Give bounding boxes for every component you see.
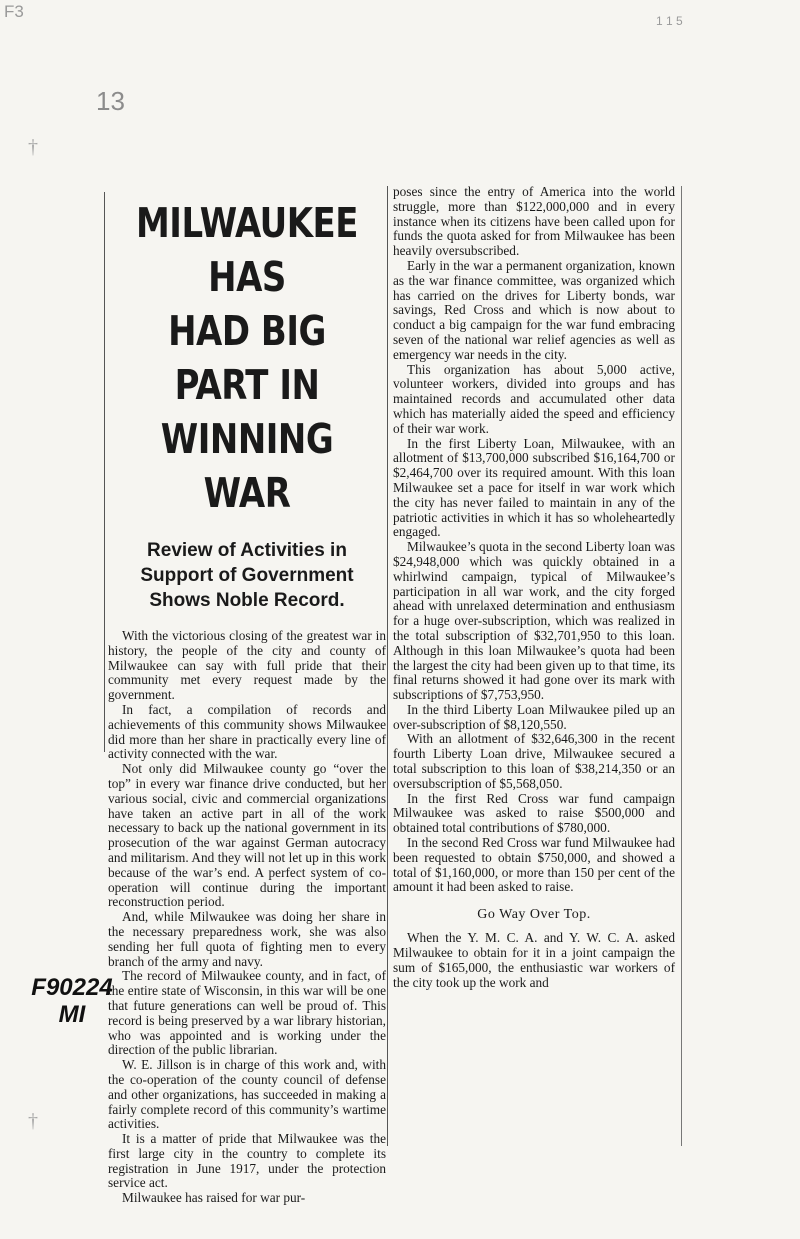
article-column-left bbox=[108, 190, 386, 1206]
scan-mark-top-right: 1 1 5 bbox=[656, 14, 683, 28]
paragraph: W. E. Jillson is in charge of this work and, with the co-operation of the county council of defense and other organizations, has succeeded in making a fairly complete record of this community’s wartime activities. bbox=[108, 1057, 386, 1132]
column-rule bbox=[104, 192, 105, 752]
handwritten-number: 13 bbox=[96, 86, 125, 116]
column-rule bbox=[387, 186, 388, 1146]
paragraph: And, while Milwaukee was doing her share in the necessary preparedness work, she was also sending her full quota of fighting men to every branch of the army and navy. bbox=[108, 909, 386, 969]
column-rule bbox=[681, 186, 682, 1146]
scan-mark-top-left: F3 bbox=[4, 2, 24, 21]
catalog-id-line: F90224 bbox=[31, 974, 113, 1001]
paragraph: Early in the war a permanent organization, known as the war finance committee, was organized which has carried on the drives for Liberty bonds, war savings, Red Cross and which is now about to conduct a big campaign for the war fund embracing seven of the national war relief agencies as well as emergency war needs in the city. bbox=[393, 257, 675, 362]
paragraph: Not only did Milwaukee county go “over the top” in every war finance drive conducted, but her various social, civic and commercial organizations have taken an active part in all of the work necessary to back up the national government in its prosecution of the war against German autocracy and militarism. And they will not let up in this work because of the war’s end. A perfect system of co-operation will continue during the important reconstruction period. bbox=[108, 761, 386, 910]
article-column-right bbox=[393, 185, 675, 990]
margin-tick-mark: † bbox=[28, 136, 38, 158]
margin-tick-mark: † bbox=[28, 1110, 38, 1132]
paragraph: poses since the entry of America into the world struggle, more than $122,000,000 and in every instance when its citizens have been called upon for funds the quota asked for from Milwaukee has been heavily oversubscribed. bbox=[393, 184, 675, 259]
headline bbox=[119, 196, 375, 520]
paragraph: In fact, a compilation of records and achievements of this community shows Milwaukee did more than her share in practically every line of activity connected with the war. bbox=[108, 701, 386, 762]
paragraph: Milwaukee’s quota in the second Liberty loan was $24,948,000 which was quickly obtained in a whirlwind campaign, typical of Milwaukee’s participation in all war work, and the city forged ahead with unrelaxed determination and enthusiasm for a huge over-subscription, which was realized in the total subscription of $32,701,950 to this loan. Although in this loan Milwaukee’s quota had been the largest the city had been given up to that time, its final returns showed it had gone over its mark with subscriptions of $7,753,950. bbox=[393, 539, 675, 703]
paragraph: When the Y. M. C. A. and Y. W. C. A. asked Milwaukee to obtain for it in a joint campaign the sum of $165,000, the enthusiastic war workers of the city took up the work and bbox=[393, 930, 675, 990]
subheadline: Review of Activities in Support of Government Shows Noble Record. bbox=[140, 540, 354, 611]
section-heading: Go Way Over Top. bbox=[477, 907, 591, 923]
paragraph: It is a matter of pride that Milwaukee was the first large city in the country to complete its registration in June 1917, under the protection service act. bbox=[108, 1131, 386, 1191]
headline-line: HAD BIG PART IN bbox=[168, 307, 326, 409]
catalog-id-line: MI bbox=[58, 1001, 86, 1028]
paragraph: The record of Milwaukee county, and in fact, of the entire state of Wisconsin, in this war will be one that future generations can well be proud of. This record is being preserved by a war library historian, who was appointed and is working under the direction of the public librarian. bbox=[108, 968, 386, 1058]
paragraph: With the victorious closing of the greatest war in history, the people of the city and county of Milwaukee can say with full pride that their community met every request made by the government. bbox=[108, 628, 386, 703]
paragraph: In the first Liberty Loan, Milwaukee, with an allotment of $13,700,000 subscribed $16,164,700 or $2,464,700 over its required amount. With this loan Milwaukee set a pace for itself in war work which the city has never failed to maintain in any of the patriotic activities in which it has so wholeheartedly engaged. bbox=[393, 435, 675, 540]
paragraph: In the third Liberty Loan Milwaukee piled up an over-subscription of $8,120,550. bbox=[393, 701, 675, 732]
paragraph: With an allotment of $32,646,300 in the recent fourth Liberty Loan drive, Milwaukee secured a total subscription to this loan of $38,214,350 or an oversubscription of $5,568,050. bbox=[393, 731, 675, 791]
headline-line: WINNING WAR bbox=[160, 415, 334, 517]
headline-line: MILWAUKEE HAS bbox=[135, 199, 359, 301]
paragraph: In the first Red Cross war fund campaign Milwaukee was asked to raise $500,000 and obtained total contributions of $780,000. bbox=[393, 790, 675, 836]
paragraph: In the second Red Cross war fund Milwaukee had been requested to obtain $750,000, and showed a total of $1,160,000, or more than 150 per cent of the amount it had been asked to raise. bbox=[393, 835, 675, 895]
paragraph: Milwaukee has raised for war pur- bbox=[122, 1190, 306, 1206]
handwritten-catalog-id bbox=[24, 974, 120, 1028]
paragraph: This organization has about 5,000 active, volunteer workers, divided into groups and has maintained records and accumulated other data which has materially aided the speed and efficiency of their war work. bbox=[393, 361, 675, 436]
